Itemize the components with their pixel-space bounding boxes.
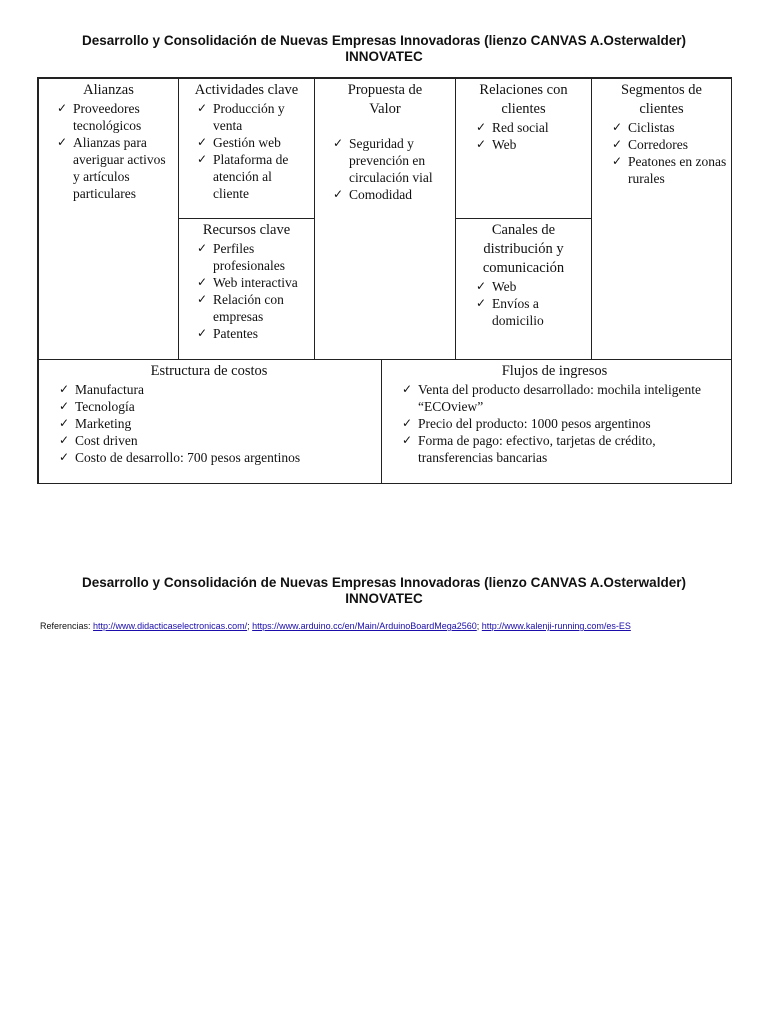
list-item [333,186,451,203]
checkmark-icon: ✓ [612,120,623,134]
checkmark-icon: ✓ [333,136,344,150]
checkmark-icon: ✓ [57,101,68,115]
checkmark-icon: ✓ [197,101,208,115]
checkmark-icon: ✓ [57,135,68,149]
list-item-text: Producción y venta [213,101,285,133]
list-item [402,381,723,415]
list-item-text: Seguridad y prevención en circulación vial [349,136,433,185]
list-item [612,136,727,153]
costos-heading: Estructura de costos [150,363,268,379]
list-item-text: Corredores [628,137,688,152]
checkmark-icon: ✓ [476,120,487,134]
list-item-text: Forma de pago: efectivo, tarjetas de crédito, transferencias bancarias [418,433,656,465]
list-item-text: Precio del producto: 1000 pesos argentinos [418,416,651,431]
checkmark-icon: ✓ [197,241,208,255]
list-item [197,325,310,342]
list-item-text: Tecnología [75,399,135,414]
checkmark-icon: ✓ [197,292,208,306]
list-item [402,432,723,466]
list-item [59,449,375,466]
costos-list [59,381,375,466]
list-item-text: Cost driven [75,433,138,448]
propuesta-heading: Propuesta de Valor [347,82,423,117]
checkmark-icon: ✓ [59,433,70,447]
document-title-top [0,33,768,65]
list-item [59,432,375,449]
ingresos-block [381,359,732,484]
checkmark-icon: ✓ [59,450,70,464]
list-item-text: Web [492,137,517,152]
list-item-text: Alianzas para averiguar activos y artículos particulares [73,135,166,201]
checkmark-icon: ✓ [402,416,413,430]
checkmark-icon: ✓ [402,433,413,447]
list-item [476,119,587,136]
list-item-text: Red social [492,120,549,135]
list-item [402,415,723,432]
ingresos-list [402,381,723,466]
alianzas-heading: Alianzas [83,82,134,98]
list-item [197,151,310,202]
alianzas-block [38,78,179,360]
document-title-bottom [0,575,768,607]
list-item-text: Peatones en zonas rurales [628,154,727,186]
business-model-canvas [37,77,732,484]
recursos-block [178,218,315,360]
canales-block [455,218,592,360]
propuesta-list [333,135,451,203]
list-item [59,381,375,398]
checkmark-icon: ✓ [476,296,487,310]
segmentos-heading: Segmentos de clientes [621,82,702,117]
reference-link[interactable]: https://www.arduino.cc/en/Main/ArduinoBoardMega2560 [252,621,477,631]
list-item-text: Patentes [213,326,258,341]
checkmark-icon: ✓ [476,279,487,293]
checkmark-icon: ✓ [197,326,208,340]
checkmark-icon: ✓ [59,382,70,396]
checkmark-icon: ✓ [197,275,208,289]
checkmark-icon: ✓ [197,152,208,166]
checkmark-icon: ✓ [59,399,70,413]
list-item [612,153,727,187]
recursos-heading: Recursos clave [202,222,291,238]
list-item [476,295,587,329]
title-line-1: Desarrollo y Consolidación de Nuevas Empresas Innovadoras (lienzo CANVAS A.Osterwalder) [82,33,686,48]
list-item [59,398,375,415]
list-item-text: Ciclistas [628,120,675,135]
canales-list [476,278,587,329]
list-item [612,119,727,136]
list-item [197,134,310,151]
checkmark-icon: ✓ [612,137,623,151]
list-item-text: Comodidad [349,187,412,202]
segmentos-list [612,119,727,187]
list-item-text: Venta del producto desarrollado: mochila inteligente “ECOview” [418,382,702,414]
checkmark-icon: ✓ [59,416,70,430]
list-item-text: Marketing [75,416,132,431]
list-item [57,100,174,134]
list-item [197,240,310,274]
list-item-text: Plataforma de atención al cliente [213,152,289,201]
checkmark-icon: ✓ [402,382,413,396]
title-line-2: INNOVATEC [345,49,423,64]
segmentos-block [591,78,732,360]
checkmark-icon: ✓ [476,137,487,151]
propuesta-block [314,78,456,360]
reference-link[interactable]: http://www.didacticaselectronicas.com/ [93,621,248,631]
actividades-list [197,100,310,202]
list-item [59,415,375,432]
list-item [197,100,310,134]
relaciones-list [476,119,587,153]
title-line-1-repeat: Desarrollo y Consolidación de Nuevas Empresas Innovadoras (lienzo CANVAS A.Osterwalder) [82,575,686,590]
relaciones-block [455,78,592,219]
recursos-list [197,240,310,342]
list-item-text: Proveedores tecnológicos [73,101,142,133]
actividades-block [178,78,315,219]
references-label: Referencias: [40,621,91,631]
title-line-2-repeat: INNOVATEC [345,591,423,606]
checkmark-icon: ✓ [333,187,344,201]
list-item-text: Perfiles profesionales [213,241,285,273]
list-item-text: Costo de desarrollo: 700 pesos argentinos [75,450,301,465]
actividades-heading: Actividades clave [194,82,299,98]
list-item [197,291,310,325]
list-item-text: Web interactiva [213,275,298,290]
list-item-text: Manufactura [75,382,144,397]
list-item [197,274,310,291]
list-item [333,135,451,186]
relaciones-heading: Relaciones con clientes [479,82,568,117]
references-line [40,621,740,631]
reference-link[interactable]: http://www.kalenji-running.com/es-ES [481,621,631,631]
checkmark-icon: ✓ [197,135,208,149]
list-item [57,134,174,202]
list-item [476,136,587,153]
costos-block [38,359,382,484]
list-item [476,278,587,295]
alianzas-list [57,100,174,202]
list-item-text: Gestión web [213,135,281,150]
checkmark-icon: ✓ [612,154,623,168]
ingresos-heading: Flujos de ingresos [501,363,608,379]
list-item-text: Relación con empresas [213,292,284,324]
references-links: http://www.didacticaselectronicas.com/; https://www.arduino.cc/en/Main/ArduinoBoardMega2560; http://www.kalenji-running.com/es-ES [93,621,631,631]
list-item-text: Web [492,279,517,294]
canales-heading: Canales de distribución y comunicación [482,222,565,276]
list-item-text: Envíos a domicilio [492,296,544,328]
